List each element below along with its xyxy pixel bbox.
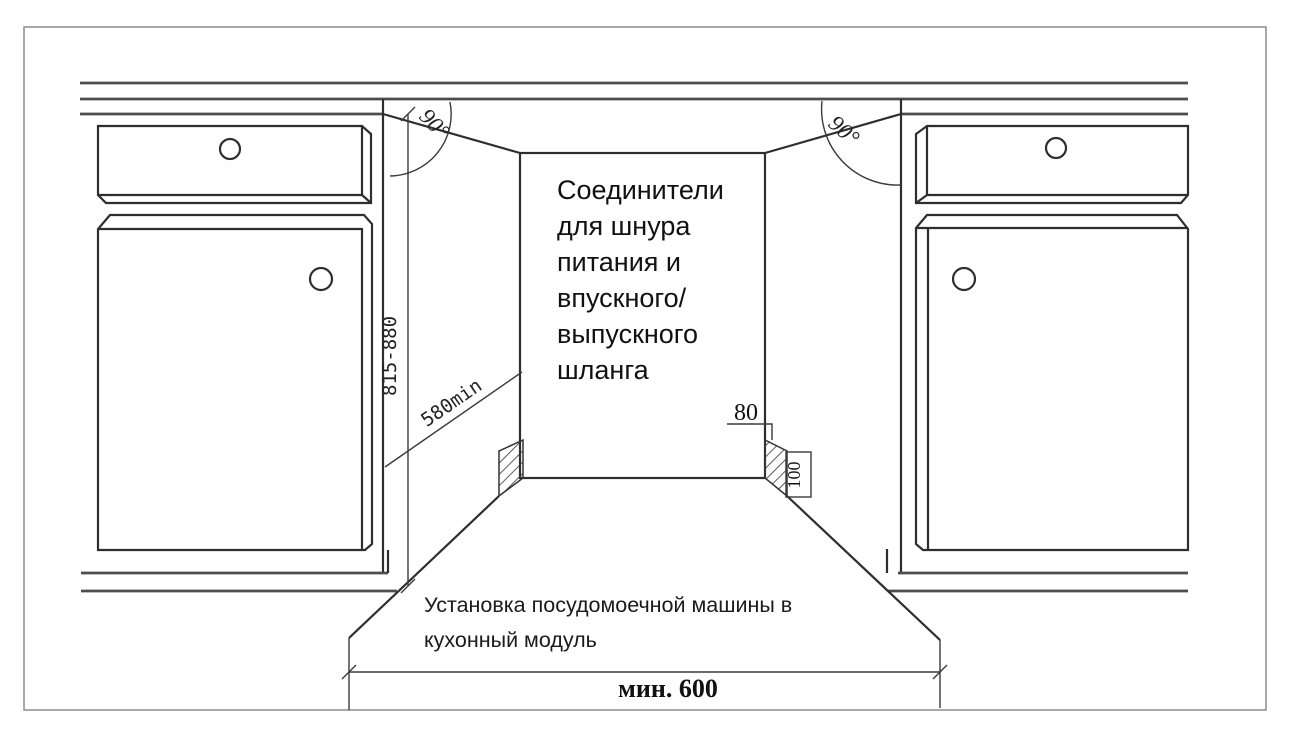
width-dim-label: мин. 600 [618,674,718,703]
connector-note-line-4: впускного/ [557,283,687,313]
angle-arc-right [822,101,901,185]
right-cabinet [887,99,1188,591]
caption-line-1: Установка посудомоечной машины в [424,593,793,617]
left-door-outline [98,215,372,550]
right-door-face-edges [916,228,1188,549]
gap-side-label: 100 [784,461,804,489]
connector-note-line-5: выпускного [557,319,699,349]
right-drawer-face-edges [916,126,1188,203]
left-drawer-outline [98,126,371,203]
connector-note [557,175,724,385]
left-door-face-edges [98,229,362,550]
right-drawer-knob [1046,138,1066,158]
depth-dim-label: 580min [417,374,487,432]
left-hatch-block [499,440,523,496]
connector-note-line-2: для шнура [557,211,691,241]
left-door-knob [310,268,332,290]
angle-label-right: 90° [823,110,865,151]
caption [424,593,792,652]
caption-line-2: кухонный модуль [424,628,597,652]
left-drawer-knob [220,139,240,159]
countertop [80,83,1188,114]
right-drawer-outline [916,126,1188,203]
connector-note-line-6: шланга [557,355,649,385]
connector-note-line-1: Соединители [557,175,724,205]
connector-note-line-3: питания и [557,247,681,277]
left-drawer-face-edges [98,126,371,203]
right-door-outline [916,215,1188,550]
right-door-knob [953,268,975,290]
gap-top-label: 80 [734,400,758,426]
height-dim-label: 815-880 [379,315,401,397]
angle-label-left: 90° [414,103,455,145]
left-cabinet [81,99,397,591]
